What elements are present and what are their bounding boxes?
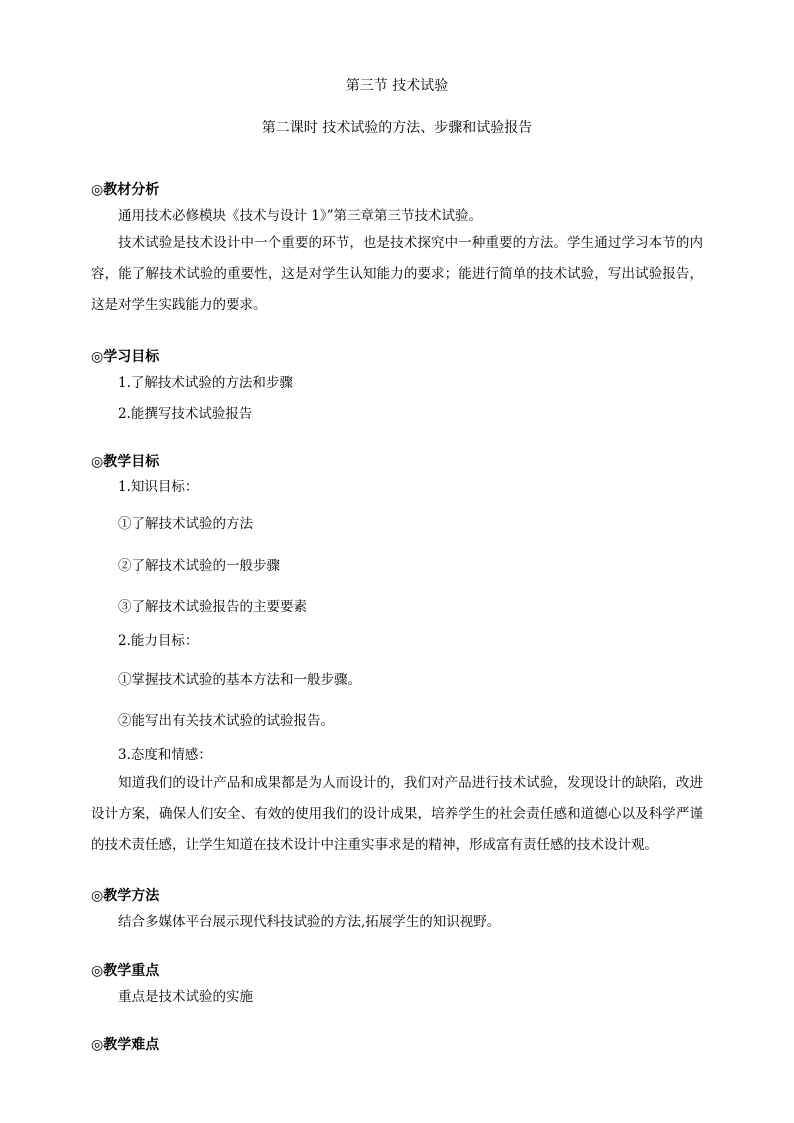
section-heading: ◎教学方法 [91,888,160,904]
subheading: 1.知识目标： [118,479,199,495]
list-item: ②了解技术试验的一般步骤 [118,558,280,574]
section-difficulty [91,1035,711,1055]
section-teaching-method [91,886,711,932]
list-item: 1.了解技术试验的方法和步骤 [118,375,293,391]
section-heading: ◎教材分析 [91,182,160,198]
list-item: ①了解技术试验的方法 [118,516,253,532]
section-learning-goals [91,347,711,424]
section-heading: ◎学习目标 [91,349,160,365]
list-item: ①掌握技术试验的基本方法和一般步骤。 [118,672,361,688]
page-subtitle: 第二课时 技术试验的方法、步骤和试验报告 [261,120,533,136]
section-key-point [91,961,711,1007]
list-item: ②能写出有关技术试验的试验报告。 [118,713,334,729]
paragraph: 通用技术必修模块《技术与设计 1》”第三章第三节技术试验。 [118,208,483,224]
subheading: 2.能力目标： [118,633,199,649]
paragraph: 技术试验是技术设计中一个重要的环节，也是技术探究中一种重要的方法。学生通过学习本节的内容，能了解技术试验的重要性，这是对学生认知能力的要求；能进行简单的技术试验，写出试验报告，这是对学生实践能力的要求。 [91,235,703,313]
section-teaching-goals [91,452,711,861]
section-heading: ◎教学难点 [91,1037,160,1053]
section-material-analysis [91,180,711,321]
subheading: 3.态度和情感： [118,747,212,763]
section-heading: ◎教学目标 [91,454,160,470]
list-item: 2.能撰写技术试验报告 [118,406,253,422]
page-title: 第三节 技术试验 [345,78,449,94]
paragraph: 知道我们的设计产品和成果都是为人而设计的，我们对产品进行技术试验，发现设计的缺陷，改进设计方案，确保人们安全、有效的使用我们的设计成果，培养学生的社会责任感和道德心以及科学严谨的技术责任感，让学生知道在技术设计中注重实事求是的精神，形成富有责任感的技术设计观。 [91,775,703,853]
paragraph: 结合多媒体平台展示现代科技试验的方法,拓展学生的知识视野。 [118,914,501,930]
list-item: ③了解技术试验报告的主要要素 [118,599,307,615]
paragraph: 重点是技术试验的实施 [118,989,253,1005]
section-heading: ◎教学重点 [91,963,160,979]
